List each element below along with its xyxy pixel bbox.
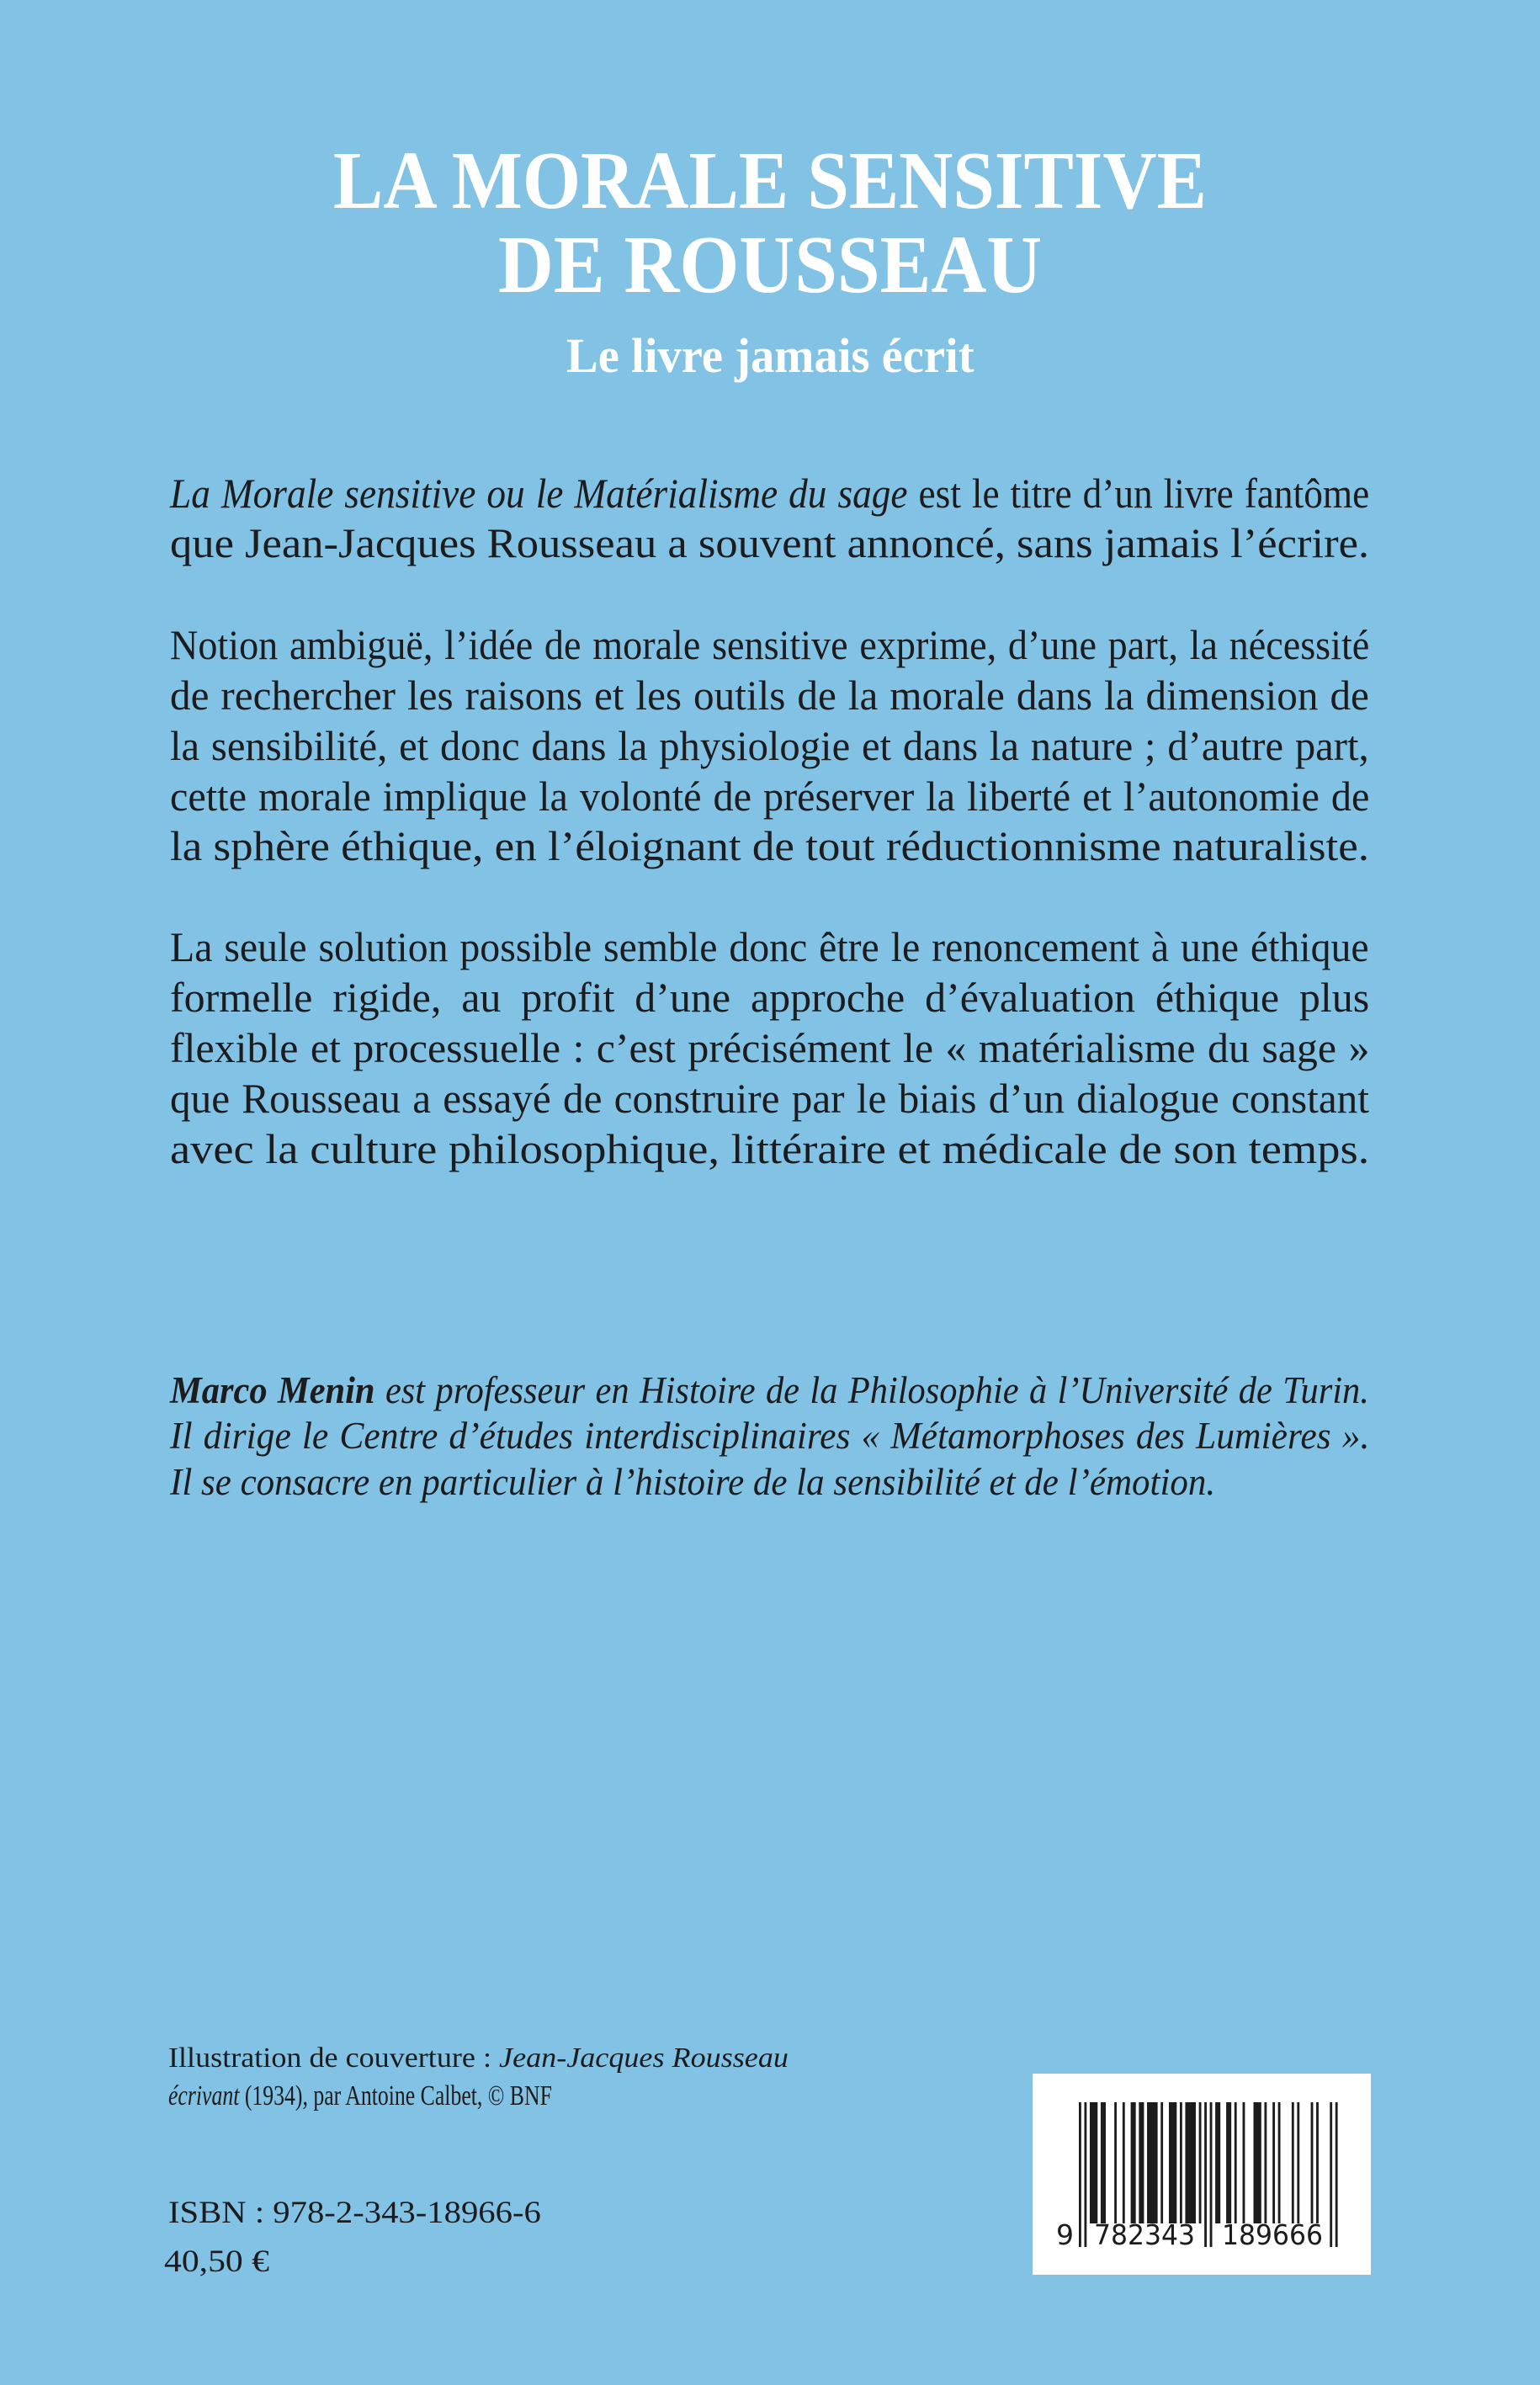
bio-line-text: est professeur en Histoire de la Philosophie à l’Université de Turin. — [374, 1369, 1369, 1412]
barcode-bar — [1297, 2102, 1299, 2223]
barcode-bar — [1139, 2102, 1144, 2223]
barcode — [1033, 2074, 1371, 2275]
barcode-bar — [1215, 2102, 1220, 2223]
barcode-bar — [1199, 2102, 1202, 2223]
blurb-line: cette morale implique la volonté de préserver la liberté et l’autonomie de — [170, 773, 1370, 821]
artwork-title-cont: écrivant — [168, 2080, 240, 2111]
blurb-line: la sphère éthique, en l’éloignant de tout réductionnisme naturaliste. — [170, 822, 1370, 870]
blurb-line: que Jean-Jacques Rousseau a souvent annoncé, sans jamais l’écrire. — [170, 519, 1370, 567]
blurb-line-text: est le titre d’un livre fantôme — [907, 470, 1370, 518]
barcode-guard-bar — [1079, 2102, 1081, 2247]
barcode-guard-bar — [1336, 2102, 1338, 2247]
barcode-bar — [1311, 2102, 1314, 2223]
barcode-bar — [1131, 2102, 1136, 2223]
barcode-bar — [1147, 2102, 1158, 2223]
barcode-bar — [1264, 2102, 1267, 2223]
barcode-digit-first: 9 — [1056, 2218, 1074, 2251]
barcode-guard-bar — [1204, 2102, 1207, 2247]
barcode-bar — [1253, 2102, 1261, 2223]
barcode-bar — [1123, 2102, 1125, 2223]
credit-rest: (1934), par Antoine Calbet, © BNF — [239, 2080, 552, 2111]
barcode-digits-right: 189666 — [1222, 2218, 1323, 2251]
credit-prefix: Illustration de couverture : — [168, 2042, 500, 2074]
bio-line: Il se consacre en particulier à l’histoire de la sensibilité et de l’émotion. — [170, 1461, 1216, 1504]
barcode-bar — [1316, 2102, 1319, 2223]
barcode-bar — [1272, 2102, 1275, 2223]
book-subtitle: Le livre jamais écrit — [566, 328, 974, 384]
barcode-bar — [1185, 2102, 1196, 2223]
credit-line-1 — [168, 2044, 789, 2073]
barcode-bar — [1101, 2102, 1106, 2223]
isbn-text: ISBN : 978-2-343-18966-6 — [168, 2196, 541, 2230]
author-name: Marco Menin — [170, 1369, 375, 1412]
artwork-title: Jean-Jacques Rousseau — [499, 2042, 789, 2074]
blurb-line: que Rousseau a essayé de construire par le biais d’un dialogue constant — [170, 1075, 1369, 1123]
blurb-line: La seule solution possible semble donc être le renoncement à une éthique — [170, 923, 1369, 971]
barcode-bar — [1180, 2102, 1182, 2223]
barcode-guard-bar — [1084, 2102, 1086, 2247]
barcode-bar — [1243, 2102, 1245, 2223]
bio-line: Il dirige le Centre d’études interdisciplinaires « Métamorphoses des Lumières ». — [170, 1415, 1370, 1458]
blurb-line: formelle rigide, au profit d’une approche d’évaluation éthique plus — [170, 974, 1370, 1022]
price-text: 40,50 € — [164, 2244, 269, 2279]
barcode-bar — [1160, 2102, 1163, 2223]
blurb-line: Notion ambiguë, l’idée de morale sensitive exprime, d’une part, la nécessité — [170, 621, 1370, 669]
blurb-line: de rechercher les raisons et les outils de la morale dans la dimension de — [170, 672, 1369, 720]
book-ghost-title: La Morale sensitive ou le Matérialisme du sage — [170, 470, 908, 518]
barcode-bar — [1292, 2102, 1294, 2223]
bio-line — [170, 1369, 1369, 1412]
barcode-bar — [1226, 2102, 1231, 2223]
blurb-line: la sensibilité, et donc dans la physiologie et dans la nature ; d’autre part, — [170, 722, 1369, 770]
barcode-guard-bar — [1210, 2102, 1213, 2247]
barcode-bar — [1235, 2102, 1237, 2223]
credit-line-2 — [168, 2082, 552, 2111]
barcode-bar — [1169, 2102, 1176, 2223]
barcode-bar — [1114, 2102, 1117, 2223]
book-title-line-1: LA MORALE SENSITIVE — [333, 135, 1207, 226]
blurb-line — [170, 470, 1370, 518]
blurb-line: avec la culture philosophique, littéraire et médicale de son temps. — [170, 1125, 1370, 1173]
barcode-digits-left: 782343 — [1094, 2218, 1195, 2251]
barcode-guard-bar — [1330, 2102, 1332, 2247]
ean13-barcode-icon — [1033, 2074, 1371, 2275]
blurb-line: flexible et processuelle : c’est précisément le « matérialisme du sage » — [170, 1024, 1370, 1072]
barcode-bar — [1090, 2102, 1097, 2223]
barcode-bar — [1278, 2102, 1281, 2223]
book-title-line-2: DE ROUSSEAU — [498, 219, 1043, 310]
